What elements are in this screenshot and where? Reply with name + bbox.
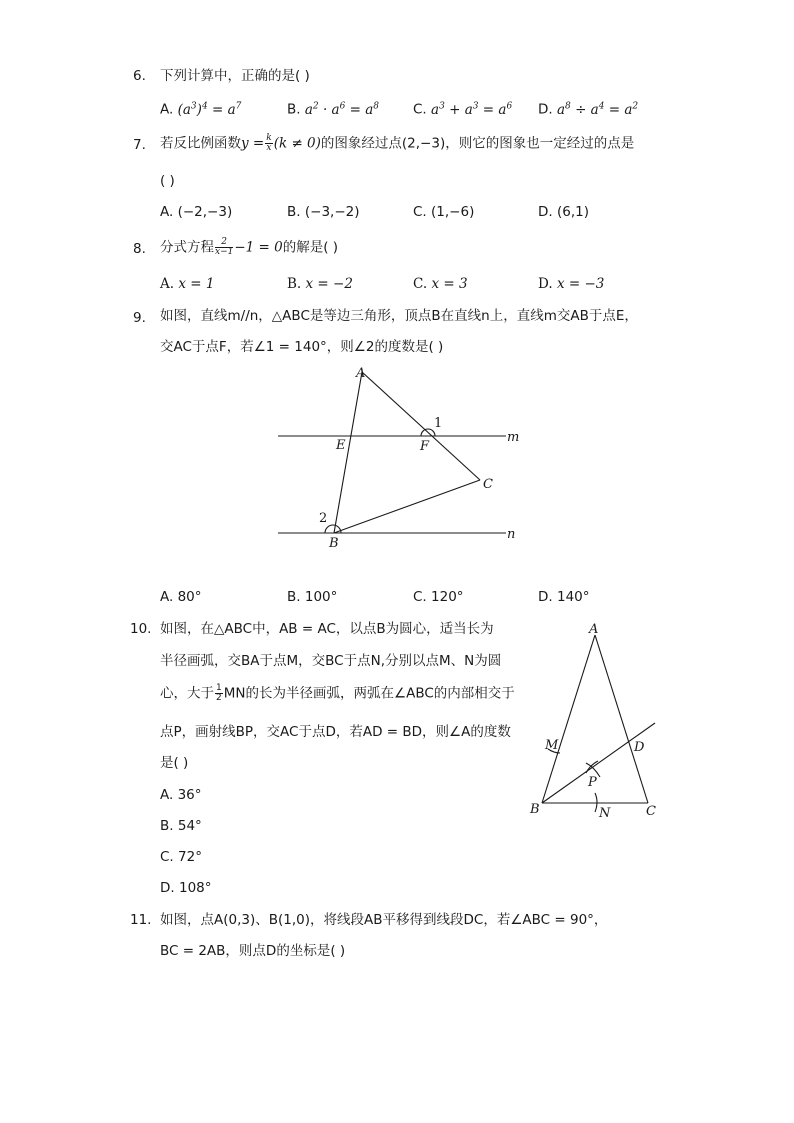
option-d[interactable]: D. (6,1) [538, 204, 589, 220]
figure-isosceles-triangle [520, 615, 670, 825]
option-a[interactable]: A. $(a^3)^4 = a^7$ [160, 101, 242, 118]
fraction: $\frac{k}{x}$ [266, 133, 272, 153]
option-c[interactable]: C. x = 3 [413, 276, 468, 292]
question-number: 9. [133, 310, 146, 326]
option-b[interactable]: B. $a^2 \cdot a^6 = a^8$ [287, 101, 380, 118]
option-d[interactable]: D. $a^8 \div a^4 = a^2$ [538, 101, 639, 118]
option-b[interactable]: B. 100° [287, 589, 338, 605]
segment-ac [595, 635, 648, 803]
question-number: 6. [133, 68, 146, 84]
option-b[interactable]: B. x = −2 [287, 276, 353, 292]
fraction: $\frac{1}{2}$ [216, 683, 222, 703]
label-f: F [420, 439, 430, 454]
question-number: 8. [133, 241, 146, 257]
question-stem: 若反比例函数y = $\frac{k}{x}$ (k ≠ 0)的图象经过点(2,−3)，则它的图象也一定经过的点是 [160, 133, 635, 153]
option-c[interactable]: C. 72° [160, 849, 202, 865]
option-c[interactable]: C. (1,−6) [413, 204, 475, 220]
label-m: m [507, 430, 520, 445]
question-stem-line-1: 如图，点A(0,3)、B(1,0)，将线段AB平移得到线段DC，若∠ABC = 90°， [160, 912, 608, 928]
label-n: N [599, 806, 611, 821]
option-d[interactable]: D. 108° [160, 880, 212, 896]
question-stem: 分式方程 $\frac{2}{x-1}$ −1 = 0的解是( ) [160, 237, 339, 257]
label-2: 2 [319, 511, 328, 526]
answer-paren: ( ) [160, 173, 175, 189]
fraction: $\frac{2}{x-1}$ [215, 237, 234, 257]
question-stem-line-2: BC = 2AB，则点D的坐标是( ) [160, 943, 346, 959]
segment-bc [334, 480, 480, 533]
label-b: B [530, 802, 540, 817]
option-b[interactable]: B. 54° [160, 818, 202, 834]
label-p: P [588, 775, 597, 790]
option-a[interactable]: A. (−2,−3) [160, 204, 233, 220]
question-stem-line-4: 点P，画射线BP，交AC于点D，若AD = BD，则∠A的度数 [160, 724, 511, 740]
option-d[interactable]: D. x = −3 [538, 276, 605, 292]
question-stem-line-3: 心，大于 $\frac{1}{2}$ MN的长为半径画弧，两弧在∠ABC的内部相交于 [160, 683, 515, 703]
question-stem-line-1: 如图，在△ABC中，AB = AC，以点B为圆心，适当长为 [160, 621, 494, 637]
option-a[interactable]: A. 80° [160, 589, 202, 605]
label-b: B [329, 536, 339, 551]
label-c: C [483, 477, 493, 492]
option-a[interactable]: A. x = 1 [160, 276, 215, 292]
question-stem-line-2: 半径画弧，交BA于点M，交BC于点N,分别以点M、N为圆 [160, 653, 502, 669]
label-m: M [545, 738, 559, 753]
label-c: C [646, 804, 656, 819]
option-a[interactable]: A. 36° [160, 787, 202, 803]
question-stem-line-2: 交AC于点F，若∠1 = 140°，则∠2的度数是( ) [160, 339, 444, 355]
label-n: n [507, 527, 516, 542]
question-number: 11. [130, 912, 152, 928]
question-stem-line-1: 如图，直线m//n，△ABC是等边三角形，顶点B在直线n上，直线m交AB于点E， [160, 308, 638, 324]
figure-parallel-lines-triangle [270, 360, 530, 555]
option-d[interactable]: D. 140° [538, 589, 590, 605]
question-stem: 下列计算中，正确的是( ) [160, 68, 310, 84]
option-c[interactable]: C. 120° [413, 589, 464, 605]
question-number: 7. [133, 137, 146, 153]
label-a: A [589, 622, 599, 637]
question-number: 10. [130, 621, 152, 637]
ray-bp [542, 723, 655, 803]
option-c[interactable]: C. $a^3 + a^3 = a^6$ [413, 101, 513, 118]
segment-ac [362, 372, 480, 480]
label-a: A [356, 366, 366, 381]
question-stem-line-5: 是( ) [160, 755, 189, 771]
label-e: E [336, 438, 346, 453]
label-d: D [634, 740, 645, 755]
label-1: 1 [434, 416, 443, 431]
option-b[interactable]: B. (−3,−2) [287, 204, 360, 220]
